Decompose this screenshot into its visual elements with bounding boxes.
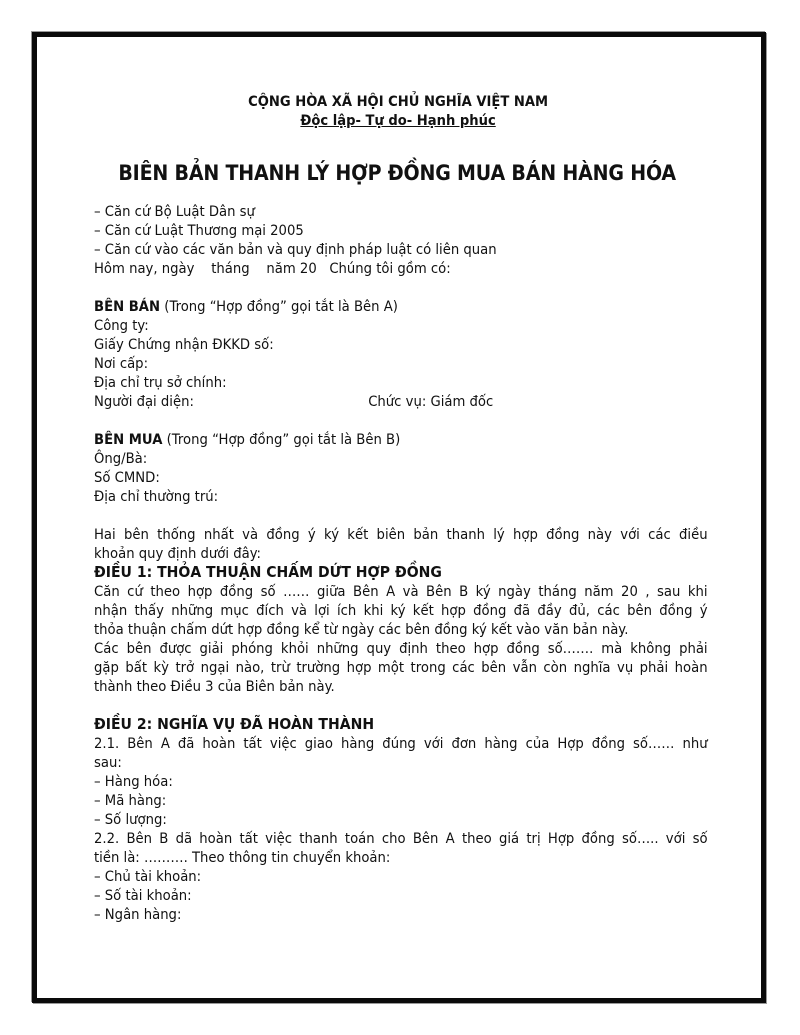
article-1-paragraph-2	[94, 639, 708, 696]
seller-representative-field: Người đại diện:	[94, 393, 194, 410]
buyer-heading-line	[94, 430, 708, 449]
legal-basis-item: – Căn cứ Luật Thương mại 2005	[94, 222, 304, 239]
seller-heading: BÊN BÁN	[94, 298, 161, 315]
buyer-id-field: Số CMND:	[94, 469, 160, 486]
buyer-name-field: Ông/Bà:	[94, 450, 148, 467]
document-page	[94, 92, 708, 924]
bank-field: – Ngân hàng:	[94, 906, 182, 923]
paragraph-line: 2.2. Bên B dã hoàn tất việc thanh toán cho Bên A theo giá trị Hợp đồng số….. với số	[94, 830, 708, 847]
spacer	[94, 411, 708, 430]
account-number-field: – Số tài khoản:	[94, 887, 192, 904]
spacer	[94, 696, 708, 715]
legal-bases-list	[94, 202, 708, 259]
agreement-intro-line: khoản quy định dưới đây:	[94, 545, 262, 562]
seller-company-field: Công ty:	[94, 317, 149, 334]
article-1-heading: ĐIỀU 1: THỎA THUẬN CHẤM DỨT HỢP ĐỒNG	[94, 563, 442, 581]
paragraph-line: tiền là: ………. Theo thông tin chuyển khoản:	[94, 849, 391, 866]
paragraph-line: Các bên được giải phóng khỏi những quy định theo hợp đồng số……. mà không phải	[94, 640, 708, 657]
seller-section	[94, 297, 708, 411]
legal-basis-item: – Căn cứ Bộ Luật Dân sự	[94, 203, 255, 220]
legal-basis-item: – Căn cứ vào các văn bản và quy định pháp luật có liên quan	[94, 241, 497, 258]
agreement-intro	[94, 525, 708, 563]
seller-heading-note: (Trong “Hợp đồng” gọi tắt là Bên A)	[160, 298, 398, 315]
seller-position-field: Chức vụ: Giám đốc	[368, 393, 494, 410]
national-motto: Độc lập- Tự do- Hạnh phúc	[300, 113, 496, 129]
buyer-heading: BÊN MUA	[94, 431, 163, 448]
paragraph-line: Căn cứ theo hợp đồng số …… giữa Bên A và Bên B ký ngày tháng năm 20 , sau khi	[94, 583, 708, 600]
clause-2-2	[94, 829, 708, 924]
account-holder-field: – Chủ tài khoản:	[94, 868, 202, 885]
seller-business-cert-field: Giấy Chứng nhận ĐKKD số:	[94, 336, 274, 353]
buyer-address-field: Địa chỉ thường trú:	[94, 488, 219, 505]
paragraph-line: sau:	[94, 754, 122, 771]
product-code-field: – Mã hàng:	[94, 792, 167, 809]
paragraph-line: thành theo Điều 3 của Biên bản này.	[94, 678, 335, 695]
paragraph-line: 2.1. Bên A đã hoàn tất việc giao hàng đúng với đơn hàng của Hợp đồng số…… như	[94, 735, 708, 752]
national-header: CỘNG HÒA XÃ HỘI CHỦ NGHĨA VIỆT NAM	[248, 94, 549, 110]
seller-head-office-field: Địa chỉ trụ sở chính:	[94, 374, 227, 391]
article-2	[94, 715, 708, 924]
spacer	[94, 506, 708, 525]
date-line: Hôm nay, ngày tháng năm 20 Chúng tôi gồm có:	[94, 260, 451, 277]
seller-heading-line	[94, 297, 708, 316]
spacer	[94, 278, 708, 297]
quantity-field: – Số lượng:	[94, 811, 167, 828]
buyer-section	[94, 430, 708, 506]
seller-issued-at-field: Nơi cấp:	[94, 355, 149, 372]
article-1	[94, 563, 708, 696]
document-title: BIÊN BẢN THANH LÝ HỢP ĐỒNG MUA BÁN HÀNG HÓA	[118, 161, 676, 185]
goods-field: – Hàng hóa:	[94, 773, 173, 790]
article-2-heading: ĐIỀU 2: NGHĨA VỤ ĐÃ HOÀN THÀNH	[94, 715, 375, 733]
seller-representative-row	[94, 392, 708, 411]
paragraph-line: thỏa thuận chấm dứt hợp đồng kể từ ngày các bên đồng ký kết vào văn bản này.	[94, 621, 629, 638]
paragraph-line: gặp bất kỳ trở ngại nào, trừ trường hợp một trong các bên vẫn còn nghĩa vụ phải hoàn	[94, 659, 708, 676]
agreement-intro-line: Hai bên thống nhất và đồng ý ký kết biên bản thanh lý hợp đồng này với các điều	[94, 526, 708, 543]
clause-2-1	[94, 734, 708, 829]
paragraph-line: nhận thấy những mục đích và lợi ích khi ký kết hợp đồng đã đầy đủ, các bên đồng ý	[94, 602, 708, 619]
article-1-paragraph-1	[94, 582, 708, 639]
buyer-heading-note: (Trong “Hợp đồng” gọi tắt là Bên B)	[162, 431, 401, 448]
